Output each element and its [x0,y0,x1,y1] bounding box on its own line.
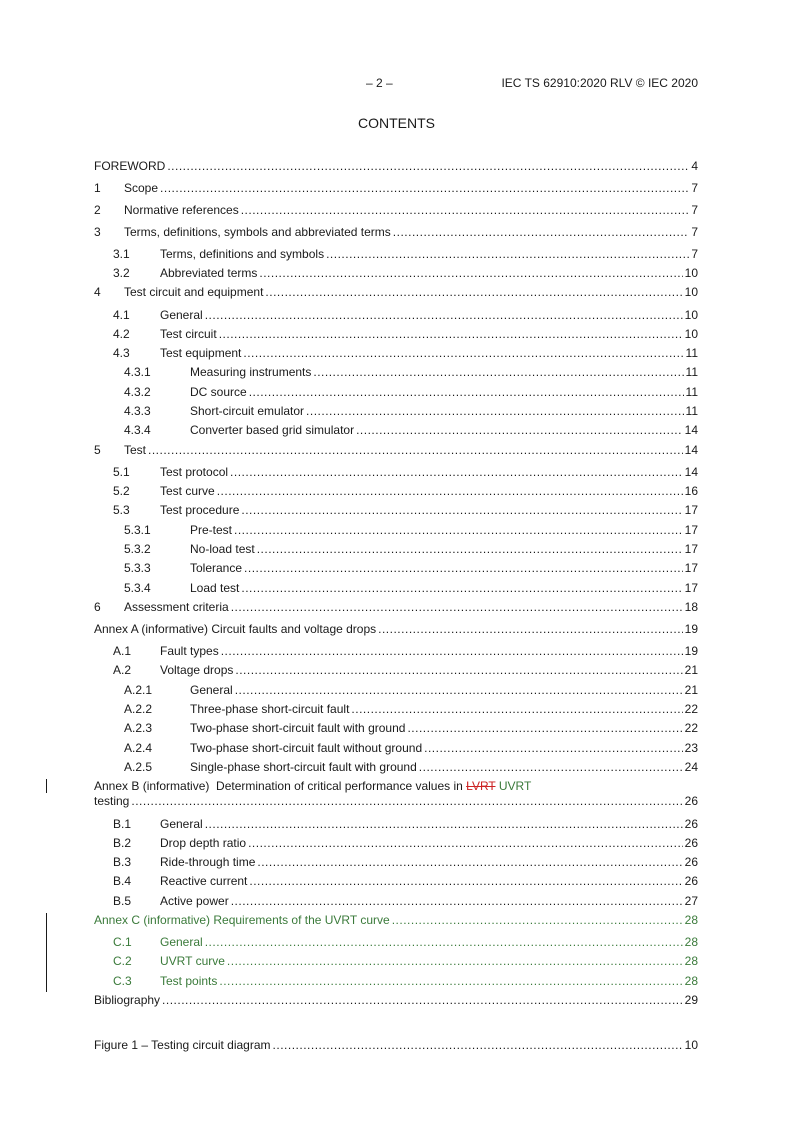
toc-entry-annex-a[interactable]: Annex A (informative) Circuit faults and voltage drops ..... 19 [94,621,698,637]
toc-entry-3-2[interactable]: 3.2 Abbreviated terms ..... 10 [94,265,698,281]
toc-entry-5-3-4[interactable]: 5.3.4 Load test ..... 17 [94,580,698,596]
figure-entry-1[interactable]: Figure 1 – Testing circuit diagram ..... 10 [94,1037,698,1053]
toc-entry-bibliography[interactable]: Bibliography ..... 29 [94,992,698,1008]
change-bar [46,913,47,992]
toc-entry-annex-b-title[interactable]: Annex B (informative) Determination of critical performance values in LVRT UVRT [94,779,532,793]
toc-entry-c-3[interactable]: C.3 Test points ..... 28 [94,973,698,989]
toc-entry-b-2[interactable]: B.2 Drop depth ratio ..... 26 [94,835,698,851]
toc-entry-2[interactable]: 2 Normative references ..... 7 [94,202,698,218]
toc-entry-3-1[interactable]: 3.1 Terms, definitions and symbols ..... 7 [94,246,698,262]
toc-entry-a-2-3[interactable]: A.2.3 Two-phase short-circuit fault with ground ..... 22 [94,720,698,736]
toc-entry-a-2-4[interactable]: A.2.4 Two-phase short-circuit fault without ground ..... 23 [94,740,698,756]
toc-entry-a-1[interactable]: A.1 Fault types ..... 19 [94,643,698,659]
deleted-text: LVRT [466,779,496,793]
toc-entry-1[interactable]: 1 Scope ..... 7 [94,180,698,196]
toc-entry-5-1[interactable]: 5.1 Test protocol ..... 14 [94,464,698,480]
inserted-text: UVRT [495,779,532,793]
toc-entry-5-2[interactable]: 5.2 Test curve ..... 16 [94,483,698,499]
toc-entry-c-2[interactable]: C.2 UVRT curve ..... 28 [94,953,698,969]
toc-entry-5[interactable]: 5 Test ..... 14 [94,442,698,458]
toc-entry-b-1[interactable]: B.1 General ..... 26 [94,816,698,832]
toc-entry-annex-b[interactable]: testing ..... 26 [94,793,698,809]
toc-entry-6[interactable]: 6 Assessment criteria ..... 18 [94,599,698,615]
toc-entry-c-1[interactable]: C.1 General ..... 28 [94,934,698,950]
toc-entry-4-3-4[interactable]: 4.3.4 Converter based grid simulator ..... 14 [94,422,698,438]
toc-entry-4-3[interactable]: 4.3 Test equipment ..... 11 [94,345,698,361]
toc-entry-b-3[interactable]: B.3 Ride-through time ..... 26 [94,854,698,870]
toc-entry-4-1[interactable]: 4.1 General ..... 10 [94,307,698,323]
change-bar [46,779,47,793]
toc-entry-foreword[interactable]: FOREWORD ..... 4 [94,158,698,174]
toc-entry-3[interactable]: 3 Terms, definitions, symbols and abbreviated terms ..... 7 [94,224,698,240]
toc-entry-a-2-1[interactable]: A.2.1 General ..... 21 [94,682,698,698]
contents-title: CONTENTS [358,115,435,131]
page-number: – 2 – [366,76,393,90]
toc-entry-b-5[interactable]: B.5 Active power ..... 27 [94,893,698,909]
toc-entry-a-2-5[interactable]: A.2.5 Single-phase short-circuit fault with ground ..... 24 [94,759,698,775]
toc-entry-5-3[interactable]: 5.3 Test procedure ..... 17 [94,502,698,518]
toc-entry-4[interactable]: 4 Test circuit and equipment ..... 10 [94,284,698,300]
toc-entry-5-3-1[interactable]: 5.3.1 Pre-test ..... 17 [94,522,698,538]
toc-entry-a-2[interactable]: A.2 Voltage drops ..... 21 [94,662,698,678]
toc-entry-5-3-3[interactable]: 5.3.3 Tolerance ..... 17 [94,560,698,576]
toc-entry-a-2-2[interactable]: A.2.2 Three-phase short-circuit fault ..... 22 [94,701,698,717]
toc-entry-annex-c[interactable]: Annex C (informative) Requirements of the UVRT curve ..... 28 [94,912,698,928]
toc-entry-5-3-2[interactable]: 5.3.2 No-load test ..... 17 [94,541,698,557]
toc-entry-4-2[interactable]: 4.2 Test circuit ..... 10 [94,326,698,342]
toc-entry-4-3-1[interactable]: 4.3.1 Measuring instruments ..... 11 [94,364,698,380]
toc-entry-b-4[interactable]: B.4 Reactive current ..... 26 [94,873,698,889]
toc-entry-4-3-3[interactable]: 4.3.3 Short-circuit emulator ..... 11 [94,403,698,419]
toc-entry-4-3-2[interactable]: 4.3.2 DC source ..... 11 [94,384,698,400]
document-reference: IEC TS 62910:2020 RLV © IEC 2020 [501,76,698,90]
